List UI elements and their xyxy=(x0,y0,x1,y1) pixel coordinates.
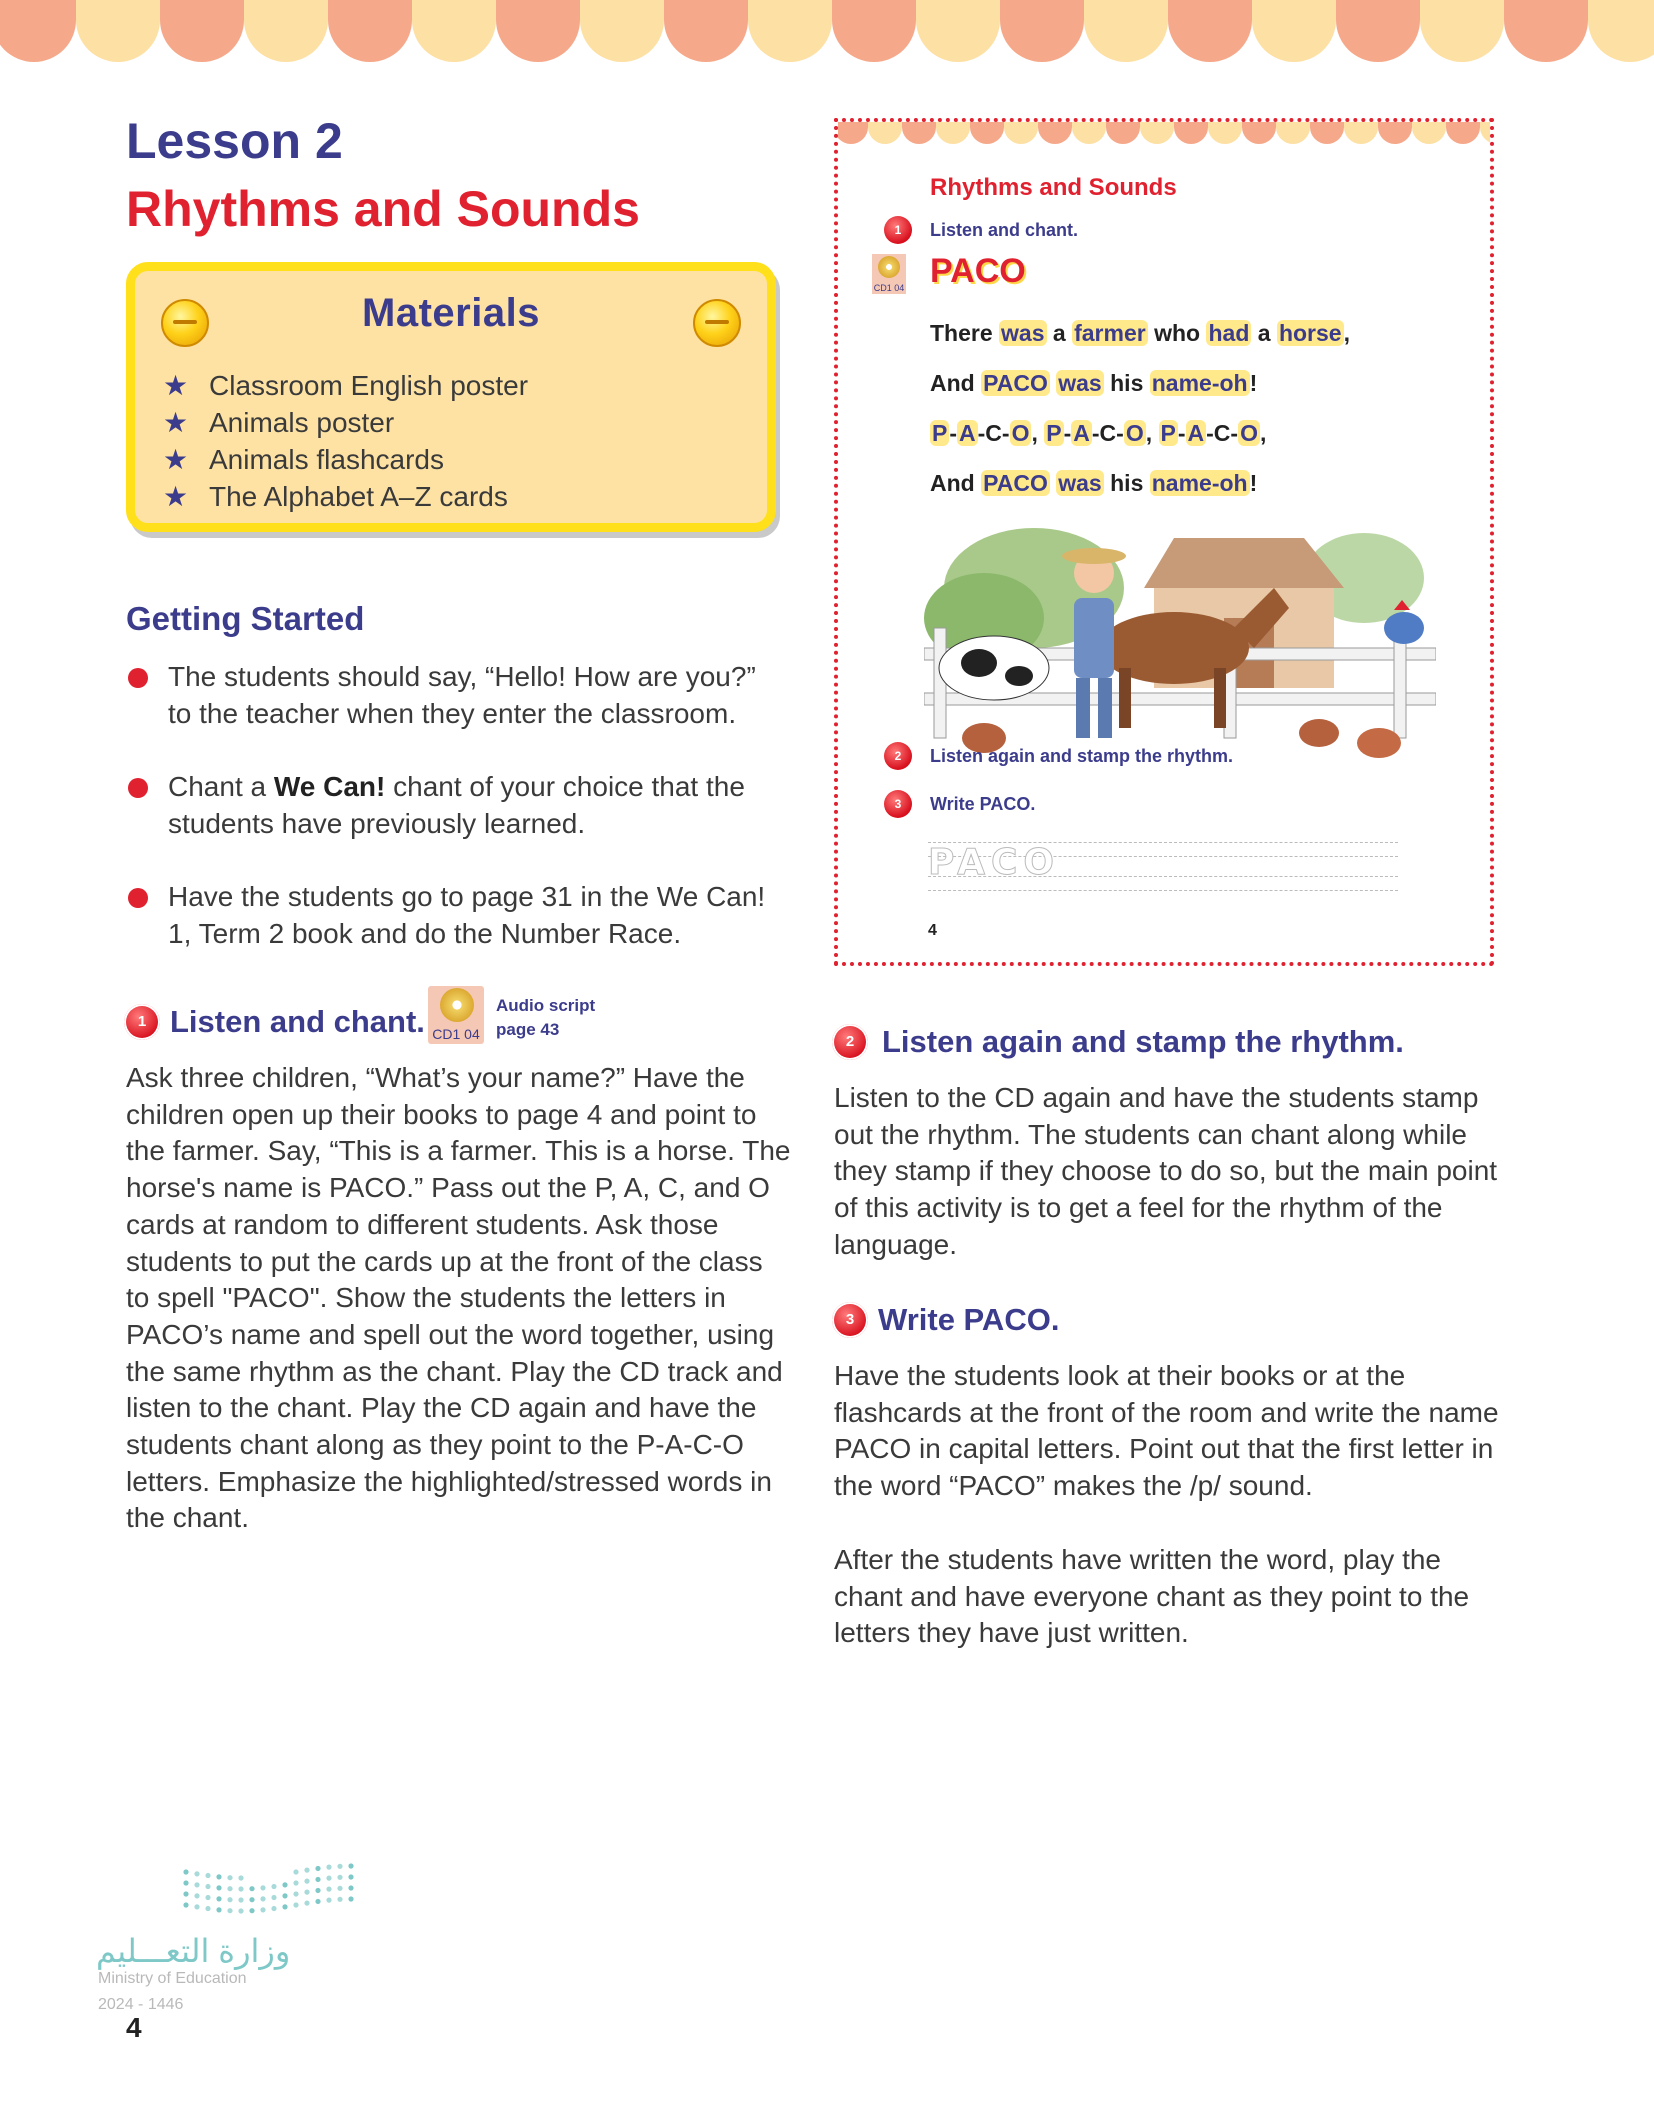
logo-dot xyxy=(216,1896,221,1901)
chant-word-highlighted: had xyxy=(1208,320,1250,346)
logo-dot xyxy=(227,1908,232,1913)
hen xyxy=(1357,728,1401,758)
ministry-name-arabic: وزارة التعـــليم xyxy=(96,1933,291,1969)
scallop xyxy=(1072,122,1106,144)
materials-list xyxy=(163,367,528,515)
step-number-badge: 2 xyxy=(832,1024,868,1060)
lesson-title: Rhythms and Sounds xyxy=(126,181,640,237)
chant-word-highlighted: name-oh xyxy=(1151,370,1248,396)
scallop xyxy=(76,0,160,62)
bullet-dot-icon xyxy=(128,668,148,688)
scallop xyxy=(1588,0,1654,62)
chant-word: -C- xyxy=(1206,420,1239,446)
step-number-badge: 2 xyxy=(884,742,912,770)
chant-line xyxy=(930,358,1350,408)
bullet-dot-icon xyxy=(128,888,148,908)
scallop xyxy=(1420,0,1504,62)
scallop xyxy=(1412,122,1446,144)
logo-dot xyxy=(315,1888,320,1893)
chant-word-highlighted: O xyxy=(1125,420,1144,446)
chant-word-highlighted: A xyxy=(1187,420,1205,446)
logo-dot xyxy=(216,1907,221,1912)
scallop xyxy=(1168,0,1252,62)
logo-dot xyxy=(337,1897,342,1902)
scallop xyxy=(902,122,936,144)
chant-word-highlighted: was xyxy=(1001,320,1045,346)
farmer-leg xyxy=(1098,678,1112,738)
preview-step-2: Listen again and stamp the rhythm. xyxy=(930,746,1234,766)
barn-roof xyxy=(1144,538,1344,588)
chant-word-highlighted: horse xyxy=(1278,320,1342,346)
chant-word: - xyxy=(1177,420,1186,446)
logo-dot xyxy=(348,1863,353,1868)
logo-dot xyxy=(238,1897,243,1902)
chant-word-highlighted: P xyxy=(1160,420,1176,446)
chant-line xyxy=(930,458,1350,508)
scallop xyxy=(664,0,748,62)
star-icon: ★ xyxy=(163,481,189,512)
chant-word: who xyxy=(1147,320,1207,346)
logo-dot xyxy=(205,1884,210,1889)
materials-box xyxy=(126,262,776,532)
scallop xyxy=(1140,122,1174,144)
logo-dot xyxy=(304,1901,309,1906)
logo-dot xyxy=(260,1885,265,1890)
logo-dot xyxy=(337,1864,342,1869)
logo-dot xyxy=(194,1882,199,1887)
logo-dot xyxy=(183,1880,188,1885)
chant-word-highlighted: PACO xyxy=(983,370,1048,396)
chant-word: - xyxy=(949,420,958,446)
materials-heading: Materials xyxy=(362,291,540,335)
fence-post xyxy=(934,628,946,738)
step-number-badge: 1 xyxy=(124,1004,160,1040)
logo-dot xyxy=(315,1899,320,1904)
scallop xyxy=(244,0,328,62)
logo-dot xyxy=(293,1891,298,1896)
logo-dot xyxy=(326,1887,331,1892)
scallop xyxy=(1276,122,1310,144)
logo-dot xyxy=(227,1875,232,1880)
scallop xyxy=(1000,0,1084,62)
preview-page-number: 4 xyxy=(928,922,937,939)
logo-dot xyxy=(216,1885,221,1890)
list-item: Chant a We Can! chant of your choice that the students have previously learned. xyxy=(126,768,786,842)
chant-word: ! xyxy=(1249,470,1258,496)
logo-dot xyxy=(227,1886,232,1891)
farm-illustration xyxy=(924,518,1436,766)
logo-dot xyxy=(183,1869,188,1874)
chant-word: There xyxy=(930,320,1000,346)
materials-item: ★ Classroom English poster xyxy=(163,367,528,404)
step-2-heading: Listen again and stamp the rhythm. xyxy=(882,1024,1404,1059)
logo-dot xyxy=(271,1884,276,1889)
step-number-badge: 1 xyxy=(884,216,912,244)
logo-dot xyxy=(238,1875,243,1880)
chant-word: his xyxy=(1103,470,1150,496)
star-icon: ★ xyxy=(163,370,189,401)
star-icon: ★ xyxy=(163,407,189,438)
ministry-name-english: Ministry of Education xyxy=(98,1970,247,1987)
list-item: The students should say, “Hello! How are you?” to the teacher when they enter the classroom. xyxy=(126,658,786,732)
cd-icon: CD1 04 xyxy=(428,986,484,1044)
farmer-leg xyxy=(1076,678,1090,738)
logo-dot xyxy=(183,1891,188,1896)
logo-dot xyxy=(282,1882,287,1887)
scallop xyxy=(1038,122,1072,144)
hen xyxy=(1299,719,1339,747)
logo-dot xyxy=(293,1902,298,1907)
chant-word-highlighted: O xyxy=(1011,420,1030,446)
logo-dot xyxy=(260,1907,265,1912)
preview-scallops xyxy=(838,122,1494,146)
scallop xyxy=(748,0,832,62)
cow-spot xyxy=(1005,666,1033,686)
logo-dot xyxy=(183,1902,188,1907)
scallop xyxy=(838,122,868,144)
logo-dot xyxy=(260,1896,265,1901)
fence-post xyxy=(1394,628,1406,738)
scallop xyxy=(1208,122,1242,144)
chant-line xyxy=(930,408,1350,458)
logo-dot xyxy=(337,1886,342,1891)
step-3-body-continued: After the students have written the word, play the chant and have everyone chant as they point to the letters they have just written. xyxy=(834,1544,1470,1649)
getting-started-list xyxy=(126,658,786,952)
logo-dot xyxy=(282,1904,287,1909)
logo-dot xyxy=(348,1885,353,1890)
logo-dot xyxy=(238,1908,243,1913)
chant-word: , xyxy=(1259,420,1267,446)
logo-dot xyxy=(337,1875,342,1880)
chant-lyrics xyxy=(930,308,1350,508)
logo-dot xyxy=(293,1869,298,1874)
logo-dot xyxy=(216,1874,221,1879)
materials-item: ★ The Alphabet A–Z cards xyxy=(163,478,528,515)
preview-title: Rhythms and Sounds xyxy=(930,174,1177,201)
scallop xyxy=(1336,0,1420,62)
star-icon: ★ xyxy=(163,444,189,475)
logo-dot xyxy=(205,1873,210,1878)
scallop xyxy=(1344,122,1378,144)
scallop xyxy=(0,0,76,62)
chant-word: , xyxy=(1031,420,1045,446)
scallop xyxy=(412,0,496,62)
logo-dot xyxy=(205,1906,210,1911)
logo-dot xyxy=(304,1890,309,1895)
chant-word-highlighted: A xyxy=(1073,420,1090,446)
bullet-dot-icon xyxy=(128,778,148,798)
rooster xyxy=(1384,612,1424,644)
scallop xyxy=(496,0,580,62)
logo-dot xyxy=(326,1876,331,1881)
ministry-year: 2024 - 1446 xyxy=(98,1996,184,2013)
logo-dot xyxy=(205,1895,210,1900)
chant-word-highlighted: P xyxy=(932,420,948,446)
scallop xyxy=(1174,122,1208,144)
step-number-badge: 3 xyxy=(884,790,912,818)
chant-word-highlighted: name-oh xyxy=(1151,470,1248,496)
logo-dot xyxy=(271,1895,276,1900)
scallop xyxy=(936,122,970,144)
chant-word-highlighted: was xyxy=(1058,370,1102,396)
scallop xyxy=(1378,122,1412,144)
student-page-preview xyxy=(834,118,1494,966)
horse-leg xyxy=(1119,668,1131,728)
logo-dot xyxy=(249,1886,254,1891)
scalloped-top-border xyxy=(0,0,1654,66)
scallop xyxy=(1084,0,1168,62)
scallop xyxy=(832,0,916,62)
scallop xyxy=(1242,122,1276,144)
getting-started-heading: Getting Started xyxy=(126,600,365,637)
chant-word: a xyxy=(1251,320,1277,346)
logo-dot xyxy=(249,1897,254,1902)
logo-dot xyxy=(315,1877,320,1882)
scallop xyxy=(1004,122,1038,144)
lesson-number: Lesson 2 xyxy=(126,113,343,169)
logo-dot xyxy=(238,1886,243,1891)
logo-dot xyxy=(326,1865,331,1870)
ministry-logo-mark xyxy=(180,1862,356,1922)
cd-icon: CD1 04 xyxy=(872,254,906,294)
chant-word-highlighted: O xyxy=(1240,420,1258,446)
scallop xyxy=(1480,122,1494,144)
scallop xyxy=(1446,122,1480,144)
chant-word-highlighted: was xyxy=(1058,470,1102,496)
materials-item: ★ Animals poster xyxy=(163,404,528,441)
step-1-heading: Listen and chant. xyxy=(170,1004,425,1039)
chant-word: - xyxy=(1063,420,1072,446)
logo-dot xyxy=(304,1868,309,1873)
chant-word: ! xyxy=(1249,370,1258,396)
logo-dot xyxy=(227,1897,232,1902)
audio-script-note: Audio script page 43 xyxy=(496,996,596,1039)
scallop xyxy=(1252,0,1336,62)
chant-word-highlighted: A xyxy=(959,420,976,446)
scallop xyxy=(1504,0,1588,62)
step-3-body: Have the students look at their books or at the flashcards at the front of the room and write the name PACO in capital letters. Point out that the first letter in the word “PACO” makes the /p/ sound. xyxy=(834,1360,1499,1502)
chant-word: And xyxy=(930,370,982,396)
logo-dot xyxy=(315,1866,320,1871)
scallop xyxy=(160,0,244,62)
scallop xyxy=(580,0,664,62)
chant-word: -C- xyxy=(977,420,1010,446)
logo-dot xyxy=(249,1908,254,1913)
chant-word: -C- xyxy=(1091,420,1124,446)
logo-dot xyxy=(271,1906,276,1911)
logo-dot xyxy=(194,1871,199,1876)
logo-dot xyxy=(326,1898,331,1903)
step-1-body: Ask three children, “What’s your name?” Have the children open up their books to page 4 and point to the farmer. Say, “This is a farmer. This is a horse. The horse's name is PACO.” Pass out the P, A, C, and O cards at random to different students. Ask those students to put the cards up at the front of the class to spell "PACO". Show the students the letters in PACO’s name and spell out the word together, using the same rhythm as the chant. Play the CD track and listen to the chant. Play the CD again and have the students chant along as they point to the P-A-C-O letters. Emphasize the highlighted/stressed words in the chant. xyxy=(126,1062,791,1534)
tracing-lines xyxy=(928,842,1398,896)
trace-word: PACO xyxy=(928,842,1060,883)
chant-word: a xyxy=(1046,320,1073,346)
list-item: Have the students go to page 31 in the We Can! 1, Term 2 book and do the Number Race. xyxy=(126,878,786,952)
song-title: PACO xyxy=(930,252,1026,290)
chant-word-highlighted: P xyxy=(1046,420,1062,446)
farmer-overalls xyxy=(1074,598,1114,678)
logo-dot xyxy=(194,1893,199,1898)
logo-dot xyxy=(282,1893,287,1898)
logo-dot xyxy=(304,1879,309,1884)
logo-dot xyxy=(194,1904,199,1909)
logo-dot xyxy=(348,1896,353,1901)
chant-line xyxy=(930,308,1350,358)
scallop xyxy=(916,0,1000,62)
logo-dot xyxy=(293,1880,298,1885)
scallop xyxy=(970,122,1004,144)
page-number: 4 xyxy=(126,2012,142,2043)
farmer-hat xyxy=(1062,548,1126,564)
chant-word-highlighted: farmer xyxy=(1074,320,1146,346)
materials-item: ★ Animals flashcards xyxy=(163,441,528,478)
preview-step-1: Listen and chant. xyxy=(930,220,1079,240)
chant-word: , xyxy=(1343,320,1350,346)
step-2-body: Listen to the CD again and have the students stamp out the rhythm. The students can chant along while they stamp if they choose to do so, but the main point of this activity is to get a feel for the rhythm of the language. xyxy=(834,1082,1498,1260)
step-number-badge: 3 xyxy=(832,1302,868,1338)
chant-word-highlighted: PACO xyxy=(983,470,1048,496)
scallop xyxy=(1310,122,1344,144)
horse-leg xyxy=(1214,668,1226,728)
scallop xyxy=(328,0,412,62)
step-3-heading: Write PACO. xyxy=(878,1302,1060,1337)
chant-word: And xyxy=(930,470,982,496)
scallop xyxy=(1106,122,1140,144)
logo-dot xyxy=(348,1874,353,1879)
preview-step-3: Write PACO. xyxy=(930,794,1036,814)
chant-word: his xyxy=(1103,370,1150,396)
cow-spot xyxy=(961,649,997,677)
scallop xyxy=(868,122,902,144)
chant-word: , xyxy=(1145,420,1159,446)
